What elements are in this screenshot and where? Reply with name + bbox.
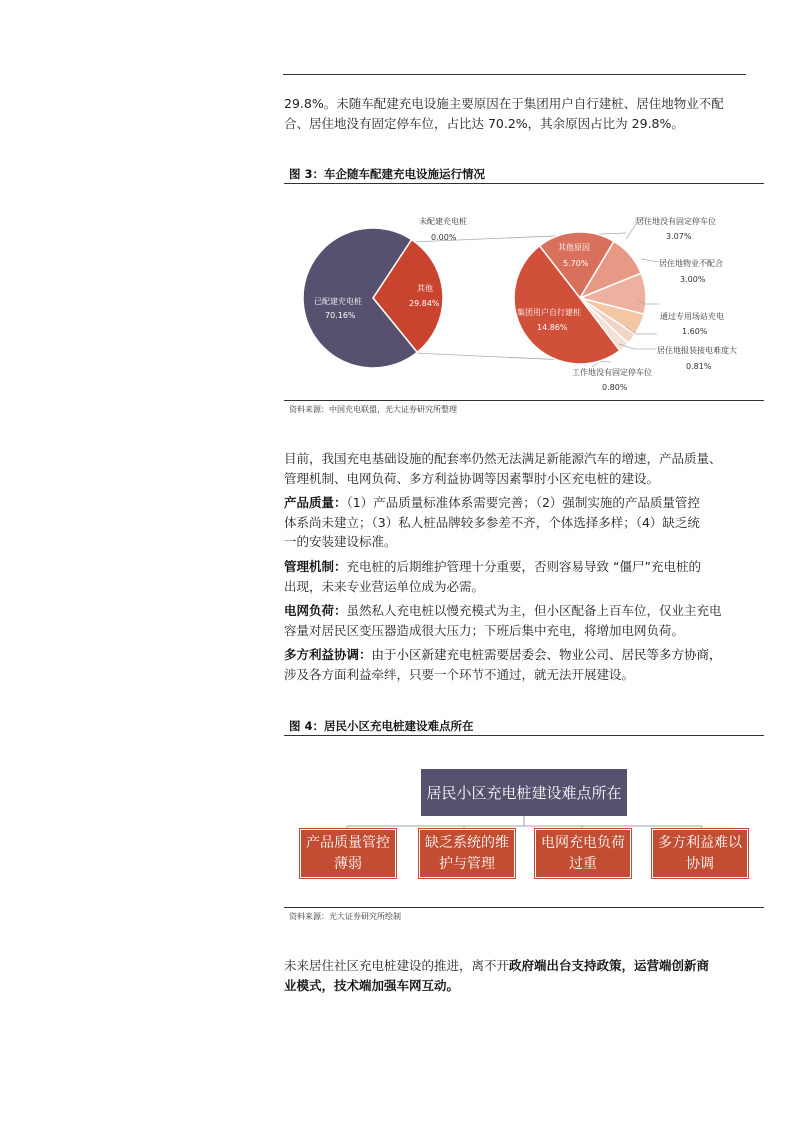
figure3-source: 资料来源：中国充电联盟，光大证券研究所整理: [289, 405, 457, 414]
label-wuye: 居住地物业不配合: [659, 259, 723, 268]
p1-line-2: 管理机制、电网负荷、多方利益协调等因素掣肘小区充电桩的建设。: [284, 470, 660, 486]
p5-heading: 多方利益协调：: [284, 647, 372, 662]
label-jituan: 集团用户自行建桩: [517, 308, 581, 317]
closing-plain: 未来居住社区充电桩建设的推进，离不开: [284, 958, 510, 973]
value-qitayuanyin: 5.70%: [563, 259, 589, 268]
label-guding: 居住地没有固定停车位: [636, 217, 716, 226]
p3-heading: 管理机制：: [284, 559, 347, 574]
label-gongzuodi: 工作地没有固定停车位: [572, 368, 652, 377]
flow-root-box: 居民小区充电桩建设难点所在: [421, 769, 627, 816]
closing-bold-2: 业模式，技术端加强车网互动。: [284, 977, 460, 993]
label-yipeijian: 已配建充电桩: [314, 297, 362, 306]
figure4-connectors: [284, 736, 764, 906]
value-weipeijian: 0.00%: [431, 233, 457, 242]
closing-paragraph: [284, 956, 746, 995]
figure4-title: 图 4：居民小区充电桩建设难点所在: [289, 719, 474, 733]
intro-line-1: 29.8%。未随车配建充电设施主要原因在于集团用户自行建桩、居住地物业不配: [284, 96, 724, 111]
label-qita: 其他: [417, 284, 433, 293]
label-qitayuanyin: 其他原因: [558, 243, 590, 252]
figure4-bottom-rule: [284, 907, 764, 908]
flow-box-grid-load: [535, 829, 631, 878]
value-zhuanyong: 1.60%: [682, 327, 708, 336]
body-paragraph-1: [284, 449, 746, 488]
p3-line-2: 出现，未来专业营运单位成为必需。: [284, 578, 485, 594]
header-rule: [283, 74, 746, 75]
figure3-bottom-rule: [284, 400, 764, 401]
label-baozhuang: 居住地报装接电难度大: [657, 346, 737, 355]
p3-line-1: 充电桩的后期维护管理十分重要，否则容易导致 “僵尸”充电桩的: [346, 559, 701, 574]
value-baozhuang: 0.81%: [686, 362, 712, 371]
label-weipeijian: 未配建充电桩: [419, 217, 467, 226]
p2-line-3: 一的安装建设标准。: [284, 534, 397, 549]
flow-maintenance-line-2: 护与管理: [439, 855, 495, 872]
intro-paragraph: [284, 94, 746, 133]
flow-interests-line-2: 协调: [686, 855, 714, 872]
value-guding: 3.07%: [666, 232, 692, 241]
p4-line-2: 容量对居民区变压器造成很大压力；下班后集中充电，将增加电网负荷。: [284, 622, 685, 638]
figure3-title: 图 3：车企随车配建充电设施运行情况: [289, 167, 486, 181]
value-yipeijian: 70.16%: [325, 311, 356, 320]
p1-line-1: 目前，我国充电基础设施的配套率仍然无法满足新能源汽车的增速，产品质量、: [284, 451, 722, 466]
closing-bold-1: 政府端出台支持政策，运营端创新商: [509, 958, 710, 973]
figure4-source: 资料来源：光大证券研究所绘制: [289, 912, 401, 921]
body-paragraph-4: [284, 601, 746, 640]
value-jituan: 14.86%: [537, 323, 568, 332]
flow-grid-line-1: 电网充电负荷: [541, 834, 625, 851]
p4-heading: 电网负荷：: [284, 603, 347, 618]
flow-grid-line-2: 过重: [569, 855, 597, 872]
label-zhuanyong: 通过专用场站充电: [660, 312, 724, 321]
flow-maintenance-line-1: 缺乏系统的维: [425, 834, 509, 851]
value-gongzuodi: 0.80%: [602, 383, 628, 392]
value-qita: 29.84%: [409, 299, 440, 308]
body-paragraph-3: [284, 557, 746, 596]
p2-line-2: 体系尚未建立；（3）私人桩品牌较多参差不齐，个体选择多样；（4）缺乏统: [284, 514, 700, 530]
body-paragraph-5: [284, 645, 746, 684]
flow-box-maintenance: [419, 829, 515, 878]
intro-line-2: 合、居住地没有固定停车位，占比达 70.2%，其余原因占比为 29.8%。: [284, 115, 684, 131]
flow-quality-line-2: 薄弱: [334, 855, 362, 872]
p2-heading: 产品质量：: [284, 495, 347, 510]
flow-box-interests: [652, 829, 748, 878]
flow-interests-line-1: 多方利益难以: [658, 834, 742, 851]
p2-line-1: （1）产品质量标准体系需要完善；（2）强制实施的产品质量管控: [346, 495, 700, 510]
flow-quality-line-1: 产品质量管控: [306, 834, 390, 851]
figure3-pie-chart: [284, 184, 764, 400]
p5-line-1: 由于小区新建充电桩需要居委会、物业公司、居民等多方协商，: [371, 647, 722, 662]
p4-line-1: 虽然私人充电桩以慢充模式为主，但小区配备上百车位，仅业主充电: [346, 603, 722, 618]
p5-line-2: 涉及各方面利益牵绊，只要一个环节不通过，就无法开展建设。: [284, 666, 635, 682]
body-paragraph-2: [284, 493, 746, 552]
value-wuye: 3.00%: [680, 275, 706, 284]
flow-box-quality: [300, 829, 396, 878]
